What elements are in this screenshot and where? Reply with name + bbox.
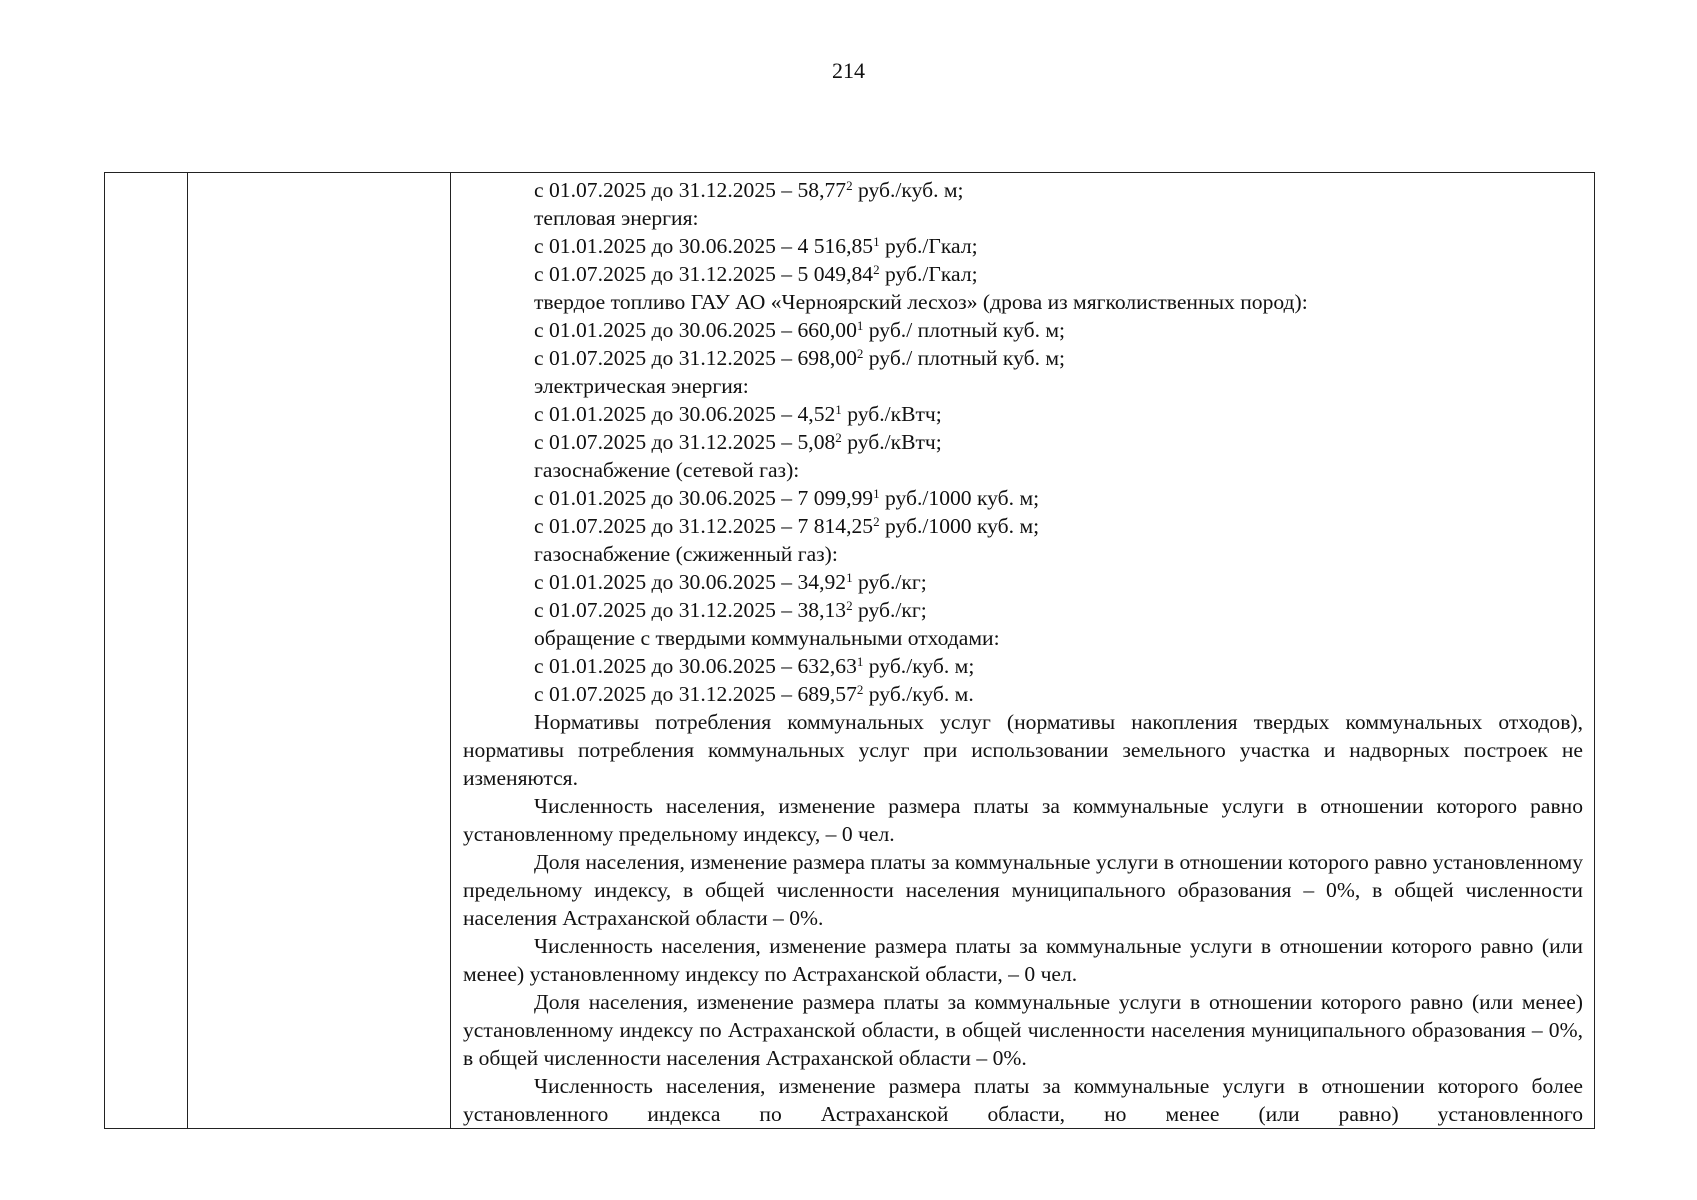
tariff-line: с 01.07.2025 до 31.12.2025 – 38,13$^2$ руб./кг; [534, 597, 927, 622]
service-heading: газоснабжение (сжиженный газ): [534, 542, 838, 566]
service-heading: твердое топливо ГАУ АО «Черноярский лесхоз» (дрова из мягколиственных пород): [534, 290, 1308, 314]
tariff-line: с 01.01.2025 до 30.06.2025 – 4,52$^1$ руб./кВтч; [534, 401, 942, 426]
tariff-line: с 01.01.2025 до 30.06.2025 – 632,63$^1$ руб./куб. м; [534, 653, 975, 678]
cell-text [463, 176, 1583, 1128]
service-heading: электрическая энергия: [534, 374, 749, 398]
page-number: 214 [832, 58, 865, 83]
paragraph-population-above-index: Численность населения, изменение размера платы за коммунальные услуги в отношении которого более установленного индекса по Астраханской области, но менее (или равно) установленного [463, 1074, 1583, 1126]
service-heading: тепловая энергия: [534, 206, 699, 230]
tariff-line: с 01.07.2025 до 31.12.2025 – 5 049,84$^2$ руб./Гкал; [534, 261, 978, 286]
table-row [105, 173, 1595, 1129]
tariff-line: с 01.01.2025 до 30.06.2025 – 4 516,85$^1$ руб./Гкал; [534, 233, 978, 258]
service-heading: газоснабжение (сетевой газ): [534, 458, 800, 482]
tariff-line: с 01.01.2025 до 30.06.2025 – 7 099,99$^1$ руб./1000 куб. м; [534, 485, 1040, 510]
service-heading: обращение с твердыми коммунальными отходами: [534, 626, 1000, 650]
tariff-line: с 01.07.2025 до 31.12.2025 – 689,57$^2$ руб./куб. м. [534, 681, 974, 706]
paragraph-population-equal-or-less: Численность населения, изменение размера платы за коммунальные услуги в отношении которого равно (или менее) установленному индексу по Астраханской области, – 0 чел. [463, 934, 1583, 986]
paragraph-share-equal-limit: Доля населения, изменение размера платы за коммунальные услуги в отношении которого равно установленному предельному индексу, в общей численности населения муниципального образования – 0%, в общей численности населения Астраханской области – 0%. [463, 850, 1583, 930]
tariff-line: с 01.01.2025 до 30.06.2025 – 34,92$^1$ руб./кг; [534, 569, 927, 594]
table-cell-content [451, 173, 1595, 1129]
paragraph-norms: Нормативы потребления коммунальных услуг (нормативы накопления твердых коммунальных отходов), нормативы потребления коммунальных услуг при использовании земельного участка и надворных построек не изменяются. [463, 710, 1583, 790]
table-cell-empty-1 [105, 173, 188, 1129]
table-cell-empty-2 [188, 173, 451, 1129]
paragraph-share-equal-or-less: Доля населения, изменение размера платы за коммунальные услуги в отношении которого равно (или менее) установленному индексу по Астраханской области, в общей численности населения муниципального образования – 0%, в общей численности населения Астраханской области – 0%. [463, 990, 1583, 1070]
paragraph-population-equal-limit: Численность населения, изменение размера платы за коммунальные услуги в отношении которого равно установленному предельному индексу, – 0 чел. [463, 794, 1583, 846]
tariff-line: с 01.07.2025 до 31.12.2025 – 698,00$^2$ руб./ плотный куб. м; [534, 345, 1066, 370]
document-table [104, 172, 1595, 1129]
tariff-line: с 01.07.2025 до 31.12.2025 – 7 814,25$^2$ руб./1000 куб. м; [534, 513, 1040, 538]
tariff-line: с 01.07.2025 до 31.12.2025 – 58,77$^2$ руб./куб. м; [534, 177, 964, 202]
tariff-line: с 01.01.2025 до 30.06.2025 – 660,00$^1$ руб./ плотный куб. м; [534, 317, 1066, 342]
tariff-line: с 01.07.2025 до 31.12.2025 – 5,08$^2$ руб./кВтч; [534, 429, 942, 454]
